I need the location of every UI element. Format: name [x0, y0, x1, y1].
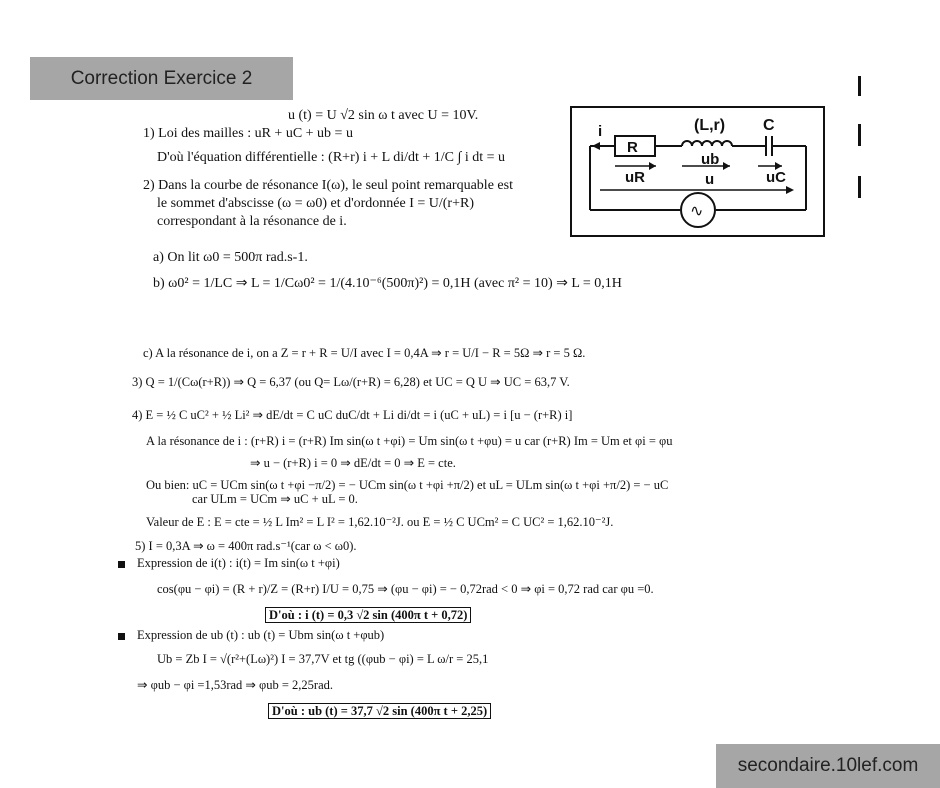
- doc-line: D'où l'équation différentielle : (R+r) i + L di/dt + 1/C ∫ i dt = u: [157, 150, 506, 165]
- label-u: u: [705, 171, 715, 188]
- coil-symbol: [682, 141, 732, 146]
- bullet-icon: [118, 561, 125, 568]
- scan-edge-mark: [858, 124, 861, 146]
- doc-line: c) A la résonance de i, on a Z = r + R = U/I avec I = 0,4A ⇒ r = U/I − R = 5Ω ⇒ r = 5 Ω.: [143, 346, 586, 360]
- scan-edge-mark: [858, 76, 861, 96]
- bullet-icon: [118, 633, 125, 640]
- doc-line: u (t) = U √2 sin ω t avec U = 10V.: [288, 108, 479, 123]
- doc-line: 5) I = 0,3A ⇒ ω = 400π rad.s⁻¹(car ω < ω0).: [135, 539, 357, 553]
- doc-line: Valeur de E : E = cte = ½ L Im² = L I² = 1,62.10⁻²J. ou E = ½ C UCm² = C UC² = 1,62.10⁻²J.: [146, 515, 614, 529]
- label-R: R: [627, 139, 638, 156]
- doc-line: Expression de ub (t) : ub (t) = Ubm sin(ω t +φub): [137, 628, 385, 642]
- arrow-head-icon: [723, 162, 730, 170]
- label-ub: ub: [701, 151, 720, 168]
- bullet-item: [118, 556, 340, 570]
- doc-line: Ub = Zb I = √(r²+(Lω)²) I = 37,7V et tg ((φub − φi) = L ω/r = 25,1: [157, 652, 489, 666]
- arrow-head-icon: [786, 186, 794, 194]
- doc-line: 2) Dans la courbe de résonance I(ω), le seul point remarquable est: [143, 178, 513, 193]
- arrow-head-icon: [649, 162, 656, 170]
- doc-line: correspondant à la résonance de i.: [157, 214, 347, 229]
- label-uC: uC: [766, 169, 786, 186]
- doc-line: 3) Q = 1/(Cω(r+R)) ⇒ Q = 6,37 (ou Q= Lω/(r+R) = 6,28) et UC = Q U ⇒ UC = 63,7 V.: [132, 375, 570, 389]
- scan-edge-mark: [858, 176, 861, 198]
- boxed-result: [265, 608, 471, 622]
- doc-line: Expression de i(t) : i(t) = Im sin(ω t +φi): [137, 556, 340, 570]
- page-title: Correction Exercice 2: [70, 67, 253, 89]
- site-footer: [716, 744, 940, 788]
- doc-line: Ou bien: uC = UCm sin(ω t +φi −π/2) = − UCm sin(ω t +φi +π/2) et uL = ULm sin(ω t +φi +π/2) = − uC: [146, 478, 669, 492]
- circuit-diagram: [570, 106, 826, 238]
- ac-source-symbol: ∿: [690, 203, 704, 220]
- doc-line: car ULm = UCm ⇒ uC + uL = 0.: [192, 492, 358, 506]
- boxed-result: [268, 704, 491, 718]
- doc-line: a) On lit ω0 = 500π rad.s-1.: [153, 250, 308, 265]
- doc-line: 4) E = ½ C uC² + ½ Li² ⇒ dE/dt = C uC duC/dt + Li di/dt = i (uC + uL) = i [u − (r+R) i]: [132, 408, 573, 422]
- doc-line: le sommet d'abscisse (ω = ω0) et d'ordonnée I = U/(r+R): [157, 196, 474, 211]
- label-C: C: [763, 117, 775, 134]
- doc-line: cos(φu − φi) = (R + r)/Z = (R+r) I/U = 0,75 ⇒ (φu − φi) = − 0,72rad < 0 ⇒ φi = 0,72 rad car φu =0.: [157, 582, 654, 596]
- label-Lr: (L,r): [694, 117, 726, 134]
- doc-line: A la résonance de i : (r+R) i = (r+R) Im sin(ω t +φi) = Um sin(ω t +φu) = u car (r+R) Im = Um et φi = φu: [146, 434, 673, 448]
- label-uR: uR: [625, 169, 645, 186]
- site-name: secondaire.10lef.com: [737, 755, 919, 776]
- doc-line: ⇒ φub − φi =1,53rad ⇒ φub = 2,25rad.: [137, 678, 334, 692]
- doc-line: b) ω0² = 1/LC ⇒ L = 1/Cω0² = 1/(4.10⁻⁶(500π)²) = 0,1H (avec π² = 10) ⇒ L = 0,1H: [153, 276, 622, 291]
- title-banner: [30, 57, 293, 100]
- result-i-box: D'où : i (t) = 0,3 √2 sin (400π t + 0,72): [265, 607, 471, 623]
- doc-line: 1) Loi des mailles : uR + uC + ub = u: [143, 126, 353, 141]
- doc-line: ⇒ u − (r+R) i = 0 ⇒ dE/dt = 0 ⇒ E = cte.: [250, 456, 456, 470]
- bullet-item: [118, 628, 384, 642]
- result-ub-box: D'où : ub (t) = 37,7 √2 sin (400π t + 2,25): [268, 703, 491, 719]
- label-i: i: [598, 123, 603, 140]
- current-arrow-icon: [592, 142, 600, 150]
